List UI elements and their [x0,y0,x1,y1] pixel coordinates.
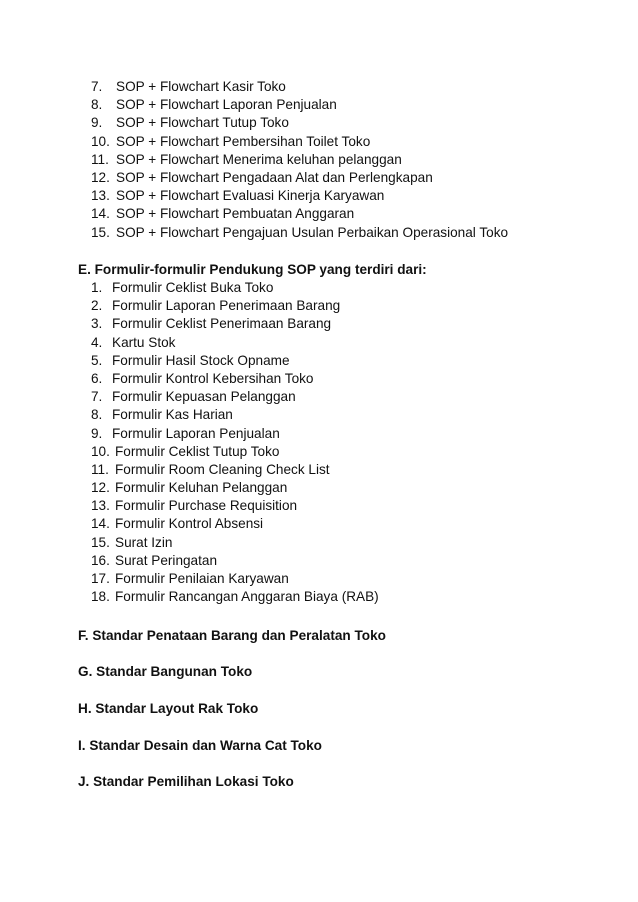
list-text: Formulir Kontrol Kebersihan Toko [112,370,314,386]
section-h-heading: H. Standar Layout Rak Toko [78,701,259,716]
list-text: Formulir Ceklist Buka Toko [112,280,274,295]
list-text: SOP + Flowchart Pembuatan Anggaran [116,206,355,222]
list-text: Surat Izin [115,534,173,550]
list-number: 5. [91,352,103,368]
list-text: Formulir Purchase Requisition [115,498,298,514]
list-number: 12. [91,169,110,185]
list-text: SOP + Flowchart Kasir Toko [116,79,286,94]
list-text: Formulir Laporan Penjualan [112,425,280,441]
list-text: Formulir Room Cleaning Check List [115,461,330,477]
list-number: 9. [91,115,103,131]
list-number: 3. [91,316,103,332]
list-number: 13. [91,188,110,204]
list-number: 2. [91,298,103,314]
list-text: Formulir Keluhan Pelanggan [115,480,288,496]
list-text: SOP + Flowchart Laporan Penjualan [116,97,337,113]
list-text: SOP + Flowchart Menerima keluhan pelanggan [116,151,402,167]
list-number: 8. [91,407,103,423]
list-number: 7. [91,389,103,405]
section-f-heading: F. Standar Penataan Barang dan Peralatan Toko [78,628,386,643]
list-number: 12. [91,480,110,496]
list-number: 9. [91,425,103,441]
list-number: 13. [91,498,110,514]
list-text: SOP + Flowchart Pembersihan Toilet Toko [116,133,371,149]
list-text: Surat Peringatan [115,552,218,568]
list-text: SOP + Flowchart Evaluasi Kinerja Karyawan [116,188,385,204]
list-number: 18. [91,589,110,605]
section-j-heading: J. Standar Pemilihan Lokasi Toko [78,774,294,789]
list-number: 10. [91,443,110,459]
list-number: 14. [91,206,110,222]
list-text: SOP + Flowchart Pengajuan Usulan Perbaikan Operasional Toko [116,224,509,240]
list-number: 7. [91,79,103,94]
list-text: SOP + Flowchart Tutup Toko [116,115,289,131]
list-text: Formulir Hasil Stock Opname [112,352,290,368]
list-text: SOP + Flowchart Pengadaan Alat dan Perlengkapan [116,169,433,185]
list-number: 15. [91,224,110,240]
list-number: 4. [91,334,103,350]
list-text: Kartu Stok [112,334,176,350]
list-text: Formulir Kas Harian [112,407,233,423]
list-text: Formulir Rancangan Anggaran Biaya (RAB) [115,589,379,605]
section-i-heading: I. Standar Desain dan Warna Cat Toko [78,738,322,753]
list-number: 17. [91,571,110,586]
list-number: 11. [91,461,109,477]
list-number: 11. [91,151,109,167]
list-number: 16. [91,552,110,568]
list-number: 6. [91,370,103,386]
list-text: Formulir Kontrol Absensi [115,516,264,532]
section-g-heading: G. Standar Bangunan Toko [78,664,253,679]
list-number: 1. [91,280,103,295]
list-number: 8. [91,97,103,113]
list-number: 15. [91,534,110,550]
list-number: 14. [91,516,110,532]
section-e-heading: E. Formulir-formulir Pendukung SOP yang terdiri dari: [78,262,427,277]
list-number: 10. [91,133,110,149]
list-text: Formulir Kepuasan Pelanggan [112,389,296,405]
list-text: Formulir Penilaian Karyawan [115,571,289,586]
list-text: Formulir Ceklist Penerimaan Barang [112,316,332,332]
list-text: Formulir Laporan Penerimaan Barang [112,298,341,314]
list-text: Formulir Ceklist Tutup Toko [115,443,280,459]
